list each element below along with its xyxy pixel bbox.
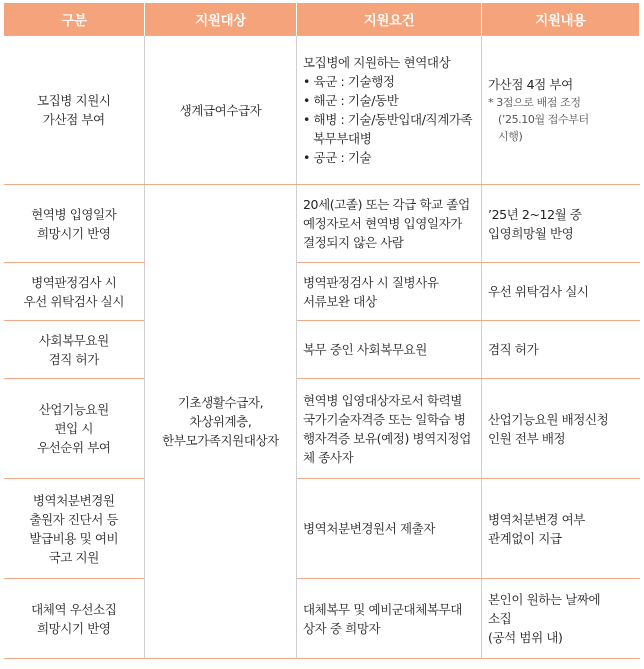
category-line: 우선 위탁검사 실시	[23, 293, 125, 309]
content-line: 인원 전부 배정	[488, 430, 566, 446]
support-table	[3, 3, 640, 659]
content-line: 산업기능요원 배정신청	[488, 411, 609, 427]
category-line: 모집병 지원시	[36, 93, 111, 108]
table-row	[4, 263, 640, 321]
category-line: 겸직 허가	[48, 351, 99, 367]
header-category: 구분	[4, 3, 145, 36]
requirement-bullets	[303, 72, 475, 167]
content-line: 본인이 원하는 날짜에	[488, 592, 601, 607]
category-line: 산업기능요원	[38, 402, 109, 417]
table-row	[4, 36, 640, 185]
requirement-cell	[297, 36, 482, 185]
table-row	[4, 479, 640, 579]
requirement-cell	[297, 263, 482, 321]
category-cell	[4, 321, 145, 379]
category-cell	[4, 579, 145, 659]
category-cell	[4, 36, 145, 185]
content-line: 소집	[488, 611, 512, 626]
content-note: 시행)	[498, 130, 523, 143]
target-line: 차상위계층,	[189, 414, 252, 429]
table-row	[4, 379, 640, 479]
content-cell	[482, 579, 640, 659]
table-row	[4, 185, 640, 263]
requirement-cell: 병역처분변경원서 제출자	[297, 479, 482, 579]
content-note: * 3점으로 배점 조정	[488, 96, 581, 109]
table-row	[4, 579, 640, 659]
category-line: 우선순위 부여	[36, 440, 111, 455]
header-content: 지원내용	[482, 3, 640, 36]
content-cell	[482, 185, 640, 263]
category-cell	[4, 479, 145, 579]
requirement-line: 상자 중 희망자	[303, 620, 381, 636]
requirement-cell: 20세(고졸) 또는 각급 학교 졸업예정자로서 현역병 입영일자가 결정되지 않은 사람	[297, 185, 482, 263]
content-cell	[482, 379, 640, 479]
list-item: • 육군 : 기술행정	[303, 72, 475, 91]
category-line: 가산점 부여	[42, 112, 105, 127]
requirement-cell: 복무 중인 사회복무요원	[297, 321, 482, 379]
content-note: (’25.10월 접수부터	[498, 113, 589, 126]
requirement-line: 모집병에 지원하는 현역대상	[303, 55, 451, 70]
category-line: 희망시기 반영	[36, 620, 111, 636]
list-item: • 해병 : 기술/동반입대/직계가족복무부대병	[303, 110, 475, 148]
content-line: 가산점 4점 부여	[488, 77, 573, 92]
category-line: 국고 지원	[48, 549, 99, 565]
category-line: 현역병 입영일자	[31, 206, 117, 222]
requirement-line: 병역판정검사 시 질병사유	[303, 274, 439, 290]
content-line: 입영희망월 반영	[488, 225, 574, 241]
list-item: • 공군 : 기술	[303, 148, 475, 167]
requirement-line: 서류보완 대상	[303, 293, 377, 309]
requirement-cell: 현역병 입영대상자로서 학력별 국가기술자격증 또는 일학습 병행자격증 보유(예정) 병역지정업체 종사자	[297, 379, 482, 479]
category-cell	[4, 263, 145, 321]
requirement-line: 대체복무 및 예비군대체복무대	[303, 601, 462, 617]
content-line: (공석 범위 내)	[488, 630, 563, 645]
category-line: 사회복무요원	[38, 332, 109, 348]
target-line: 기초생활수급자,	[177, 395, 264, 410]
table-row	[4, 321, 640, 379]
content-line: 병역처분변경 여부	[488, 511, 585, 527]
category-cell	[4, 185, 145, 263]
target-cell-group	[145, 185, 297, 659]
category-line: 출원자 진단서 등	[29, 511, 119, 527]
content-cell	[482, 479, 640, 579]
header-target: 지원대상	[145, 3, 297, 36]
content-line: ’25년 2~12월 중	[488, 206, 582, 222]
content-cell	[482, 36, 640, 185]
category-line: 대체역 우선소집	[31, 601, 117, 617]
category-line: 병역판정검사 시	[31, 274, 117, 290]
content-line: 관계없이 지급	[488, 530, 562, 546]
requirement-cell	[297, 579, 482, 659]
category-line: 발급비용 및 여비	[29, 530, 119, 546]
header-requirement: 지원요건	[297, 3, 482, 36]
header-row	[4, 3, 640, 36]
category-line: 편입 시	[54, 421, 94, 436]
content-cell: 우선 위탁검사 실시	[482, 263, 640, 321]
target-line: 한부모가족지원대상자	[162, 433, 279, 448]
category-line: 병역처분변경원	[32, 492, 115, 508]
category-cell	[4, 379, 145, 479]
content-cell: 겸직 허가	[482, 321, 640, 379]
category-line: 희망시기 반영	[36, 225, 111, 241]
list-item: • 해군 : 기술/동반	[303, 91, 475, 110]
target-cell: 생계급여수급자	[145, 36, 297, 185]
